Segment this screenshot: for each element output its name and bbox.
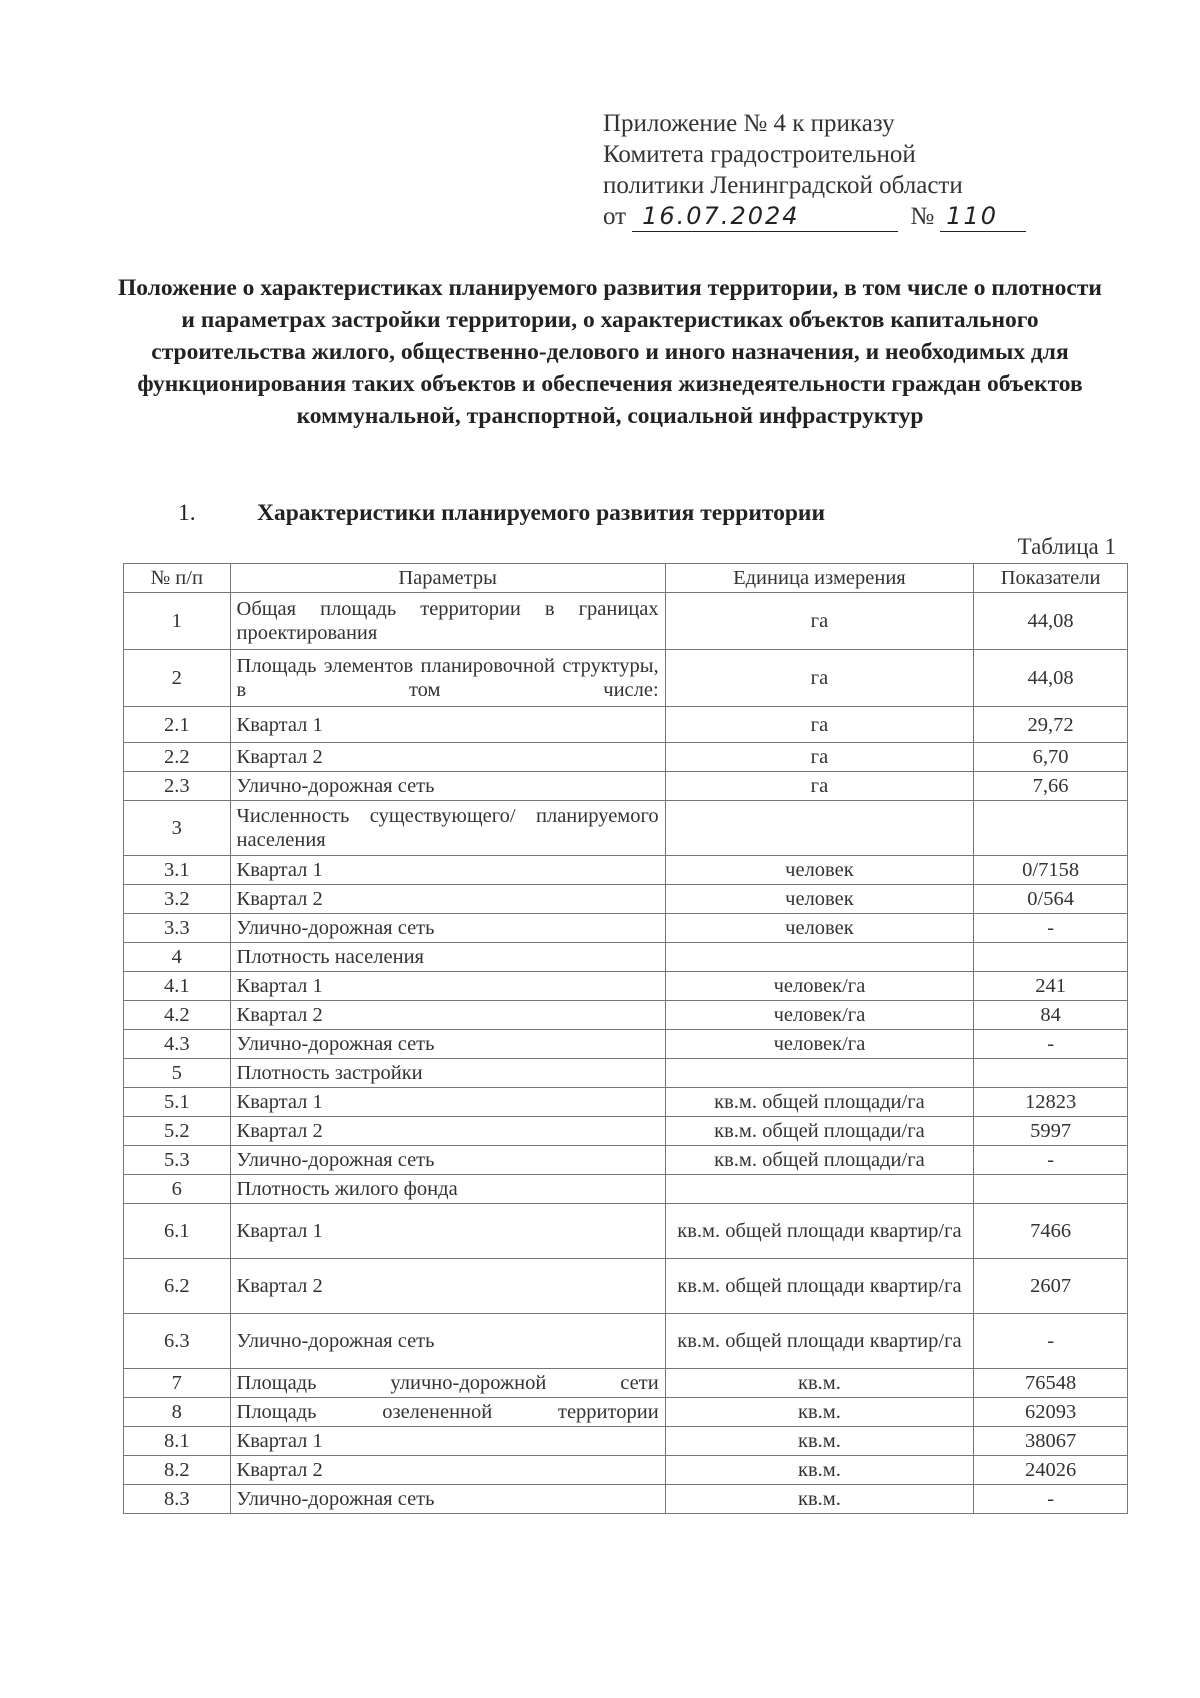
section-number: 1.	[178, 500, 196, 526]
cell-parameter: Квартал 2	[230, 1456, 665, 1485]
cell-unit	[665, 1059, 974, 1088]
cell-number: 1	[124, 593, 231, 650]
cell-unit: человек	[665, 885, 974, 914]
cell-number: 5	[124, 1059, 231, 1088]
cell-value: -	[974, 1030, 1128, 1059]
table-row	[124, 801, 1128, 856]
table-row	[124, 650, 1128, 707]
cell-unit	[665, 943, 974, 972]
cell-value: 38067	[974, 1427, 1128, 1456]
from-label: от	[603, 203, 627, 230]
cell-number: 4.3	[124, 1030, 231, 1059]
cell-number: 3	[124, 801, 231, 856]
cell-parameter: Квартал 2	[230, 1259, 665, 1314]
cell-value: 12823	[974, 1088, 1128, 1117]
cell-parameter: Общая площадь территории в границах проектирования	[230, 593, 665, 650]
cell-unit: человек/га	[665, 972, 974, 1001]
cell-parameter: Квартал 1	[230, 1088, 665, 1117]
cell-number: 4.2	[124, 1001, 231, 1030]
cell-parameter: Улично-дорожная сеть	[230, 914, 665, 943]
cell-unit: га	[665, 772, 974, 801]
cell-value: 44,08	[974, 650, 1128, 707]
cell-value: -	[974, 1146, 1128, 1175]
cell-value: 7466	[974, 1204, 1128, 1259]
cell-parameter: Улично-дорожная сеть	[230, 1030, 665, 1059]
cell-value: 241	[974, 972, 1128, 1001]
order-date: 16.07.2024	[642, 202, 800, 230]
cell-value: 0/7158	[974, 856, 1128, 885]
cell-value: 62093	[974, 1398, 1128, 1427]
cell-value: -	[974, 914, 1128, 943]
table-row	[124, 1117, 1128, 1146]
number-label: №	[910, 203, 935, 230]
cell-parameter: Квартал 1	[230, 856, 665, 885]
appendix-line-3: политики Ленинградской области	[603, 172, 963, 199]
table-row	[124, 943, 1128, 972]
cell-value: 7,66	[974, 772, 1128, 801]
cell-parameter: Численность существующего/ планируемого населения	[230, 801, 665, 856]
table-row	[124, 972, 1128, 1001]
cell-value: 44,08	[974, 593, 1128, 650]
cell-unit: кв.м.	[665, 1398, 974, 1427]
cell-unit: человек/га	[665, 1030, 974, 1059]
cell-value: 24026	[974, 1456, 1128, 1485]
cell-parameter: Улично-дорожная сеть	[230, 1146, 665, 1175]
table-row	[124, 885, 1128, 914]
cell-unit: кв.м. общей площади квартир/га	[665, 1204, 974, 1259]
cell-number: 4.1	[124, 972, 231, 1001]
cell-unit: га	[665, 650, 974, 707]
table-row	[124, 1259, 1128, 1314]
cell-unit: кв.м. общей площади квартир/га	[665, 1259, 974, 1314]
cell-unit: кв.м.	[665, 1427, 974, 1456]
cell-unit: человек	[665, 914, 974, 943]
cell-unit: кв.м. общей площади/га	[665, 1146, 974, 1175]
cell-value	[974, 801, 1128, 856]
header-parameters: Параметры	[230, 564, 665, 593]
cell-unit: кв.м. общей площади/га	[665, 1117, 974, 1146]
table-row	[124, 856, 1128, 885]
cell-number: 8.3	[124, 1485, 231, 1514]
table-row	[124, 1456, 1128, 1485]
cell-number: 2.3	[124, 772, 231, 801]
table-row	[124, 1088, 1128, 1117]
table-row	[124, 1398, 1128, 1427]
cell-value	[974, 1059, 1128, 1088]
cell-unit: га	[665, 593, 974, 650]
table-row	[124, 1485, 1128, 1514]
cell-parameter: Плотность населения	[230, 943, 665, 972]
table-row	[124, 593, 1128, 650]
cell-unit: га	[665, 707, 974, 743]
cell-value: 5997	[974, 1117, 1128, 1146]
cell-parameter: Квартал 2	[230, 1001, 665, 1030]
cell-number: 3.3	[124, 914, 231, 943]
cell-number: 6.1	[124, 1204, 231, 1259]
appendix-header	[603, 108, 1026, 232]
cell-value	[974, 1175, 1128, 1204]
table-row	[124, 1175, 1128, 1204]
cell-value: 0/564	[974, 885, 1128, 914]
cell-value: 84	[974, 1001, 1128, 1030]
cell-number: 4	[124, 943, 231, 972]
table-row	[124, 1369, 1128, 1398]
table-row	[124, 1030, 1128, 1059]
cell-unit: кв.м. общей площади/га	[665, 1088, 974, 1117]
table-row	[124, 1314, 1128, 1369]
table-row	[124, 1059, 1128, 1088]
cell-unit: кв.м.	[665, 1485, 974, 1514]
table-row	[124, 1001, 1128, 1030]
header-number: № п/п	[124, 564, 231, 593]
cell-value: 29,72	[974, 707, 1128, 743]
section-heading	[178, 500, 825, 527]
cell-number: 2.2	[124, 743, 231, 772]
table-caption: Таблица 1	[1017, 534, 1116, 559]
cell-parameter: Площадь улично-дорожной сети	[230, 1369, 665, 1398]
cell-number: 2	[124, 650, 231, 707]
document-title: Положение о характеристиках планируемого развития территории, в том числе о плотности и параметрах застройки территории, о характеристиках объектов капитального строительства жилого, общественно-делового и иного назначения, и необходимых для функционирования таких объектов и обеспечения жизнедеятельности граждан объектов коммунальной, транспортной, социальной инфраструктур	[118, 275, 1102, 429]
cell-value: 2607	[974, 1259, 1128, 1314]
cell-parameter: Квартал 1	[230, 707, 665, 743]
cell-parameter: Улично-дорожная сеть	[230, 772, 665, 801]
cell-unit: человек	[665, 856, 974, 885]
cell-number: 5.3	[124, 1146, 231, 1175]
order-number: 110	[946, 202, 999, 230]
header-value: Показатели	[974, 564, 1128, 593]
table-row	[124, 1204, 1128, 1259]
cell-number: 6.2	[124, 1259, 231, 1314]
cell-number: 5.2	[124, 1117, 231, 1146]
cell-number: 8	[124, 1398, 231, 1427]
cell-number: 8.1	[124, 1427, 231, 1456]
cell-unit: кв.м.	[665, 1456, 974, 1485]
cell-number: 2.1	[124, 707, 231, 743]
cell-value: 6,70	[974, 743, 1128, 772]
cell-parameter: Квартал 1	[230, 1204, 665, 1259]
cell-unit: га	[665, 743, 974, 772]
section-title: Характеристики планируемого развития территории	[257, 500, 826, 526]
cell-number: 5.1	[124, 1088, 231, 1117]
cell-parameter: Плотность жилого фонда	[230, 1175, 665, 1204]
cell-value: 76548	[974, 1369, 1128, 1398]
cell-number: 6	[124, 1175, 231, 1204]
cell-number: 7	[124, 1369, 231, 1398]
characteristics-table	[123, 563, 1128, 1514]
cell-unit: кв.м. общей площади квартир/га	[665, 1314, 974, 1369]
appendix-line-1: Приложение № 4 к приказу	[603, 110, 895, 137]
table-row	[124, 1146, 1128, 1175]
cell-parameter: Площадь озелененной территории	[230, 1398, 665, 1427]
cell-unit	[665, 1175, 974, 1204]
table-row	[124, 1427, 1128, 1456]
cell-value: -	[974, 1314, 1128, 1369]
table-row	[124, 914, 1128, 943]
table-row	[124, 707, 1128, 743]
cell-number: 6.3	[124, 1314, 231, 1369]
cell-parameter: Улично-дорожная сеть	[230, 1314, 665, 1369]
cell-parameter: Площадь элементов планировочной структуры, в том числе:	[230, 650, 665, 707]
header-unit: Единица измерения	[665, 564, 974, 593]
table-row	[124, 772, 1128, 801]
cell-number: 8.2	[124, 1456, 231, 1485]
cell-number: 3.1	[124, 856, 231, 885]
table-header-row	[124, 564, 1128, 593]
cell-number: 3.2	[124, 885, 231, 914]
cell-parameter: Квартал 2	[230, 743, 665, 772]
cell-parameter: Улично-дорожная сеть	[230, 1485, 665, 1514]
cell-value	[974, 943, 1128, 972]
cell-value: -	[974, 1485, 1128, 1514]
cell-parameter: Квартал 1	[230, 972, 665, 1001]
cell-parameter: Квартал 1	[230, 1427, 665, 1456]
cell-unit	[665, 801, 974, 856]
cell-unit: человек/га	[665, 1001, 974, 1030]
appendix-line-2: Комитета градостроительной	[603, 141, 916, 168]
cell-parameter: Квартал 2	[230, 885, 665, 914]
appendix-date-line	[603, 201, 1026, 232]
cell-parameter: Плотность застройки	[230, 1059, 665, 1088]
cell-unit: кв.м.	[665, 1369, 974, 1398]
table-row	[124, 743, 1128, 772]
cell-parameter: Квартал 2	[230, 1117, 665, 1146]
